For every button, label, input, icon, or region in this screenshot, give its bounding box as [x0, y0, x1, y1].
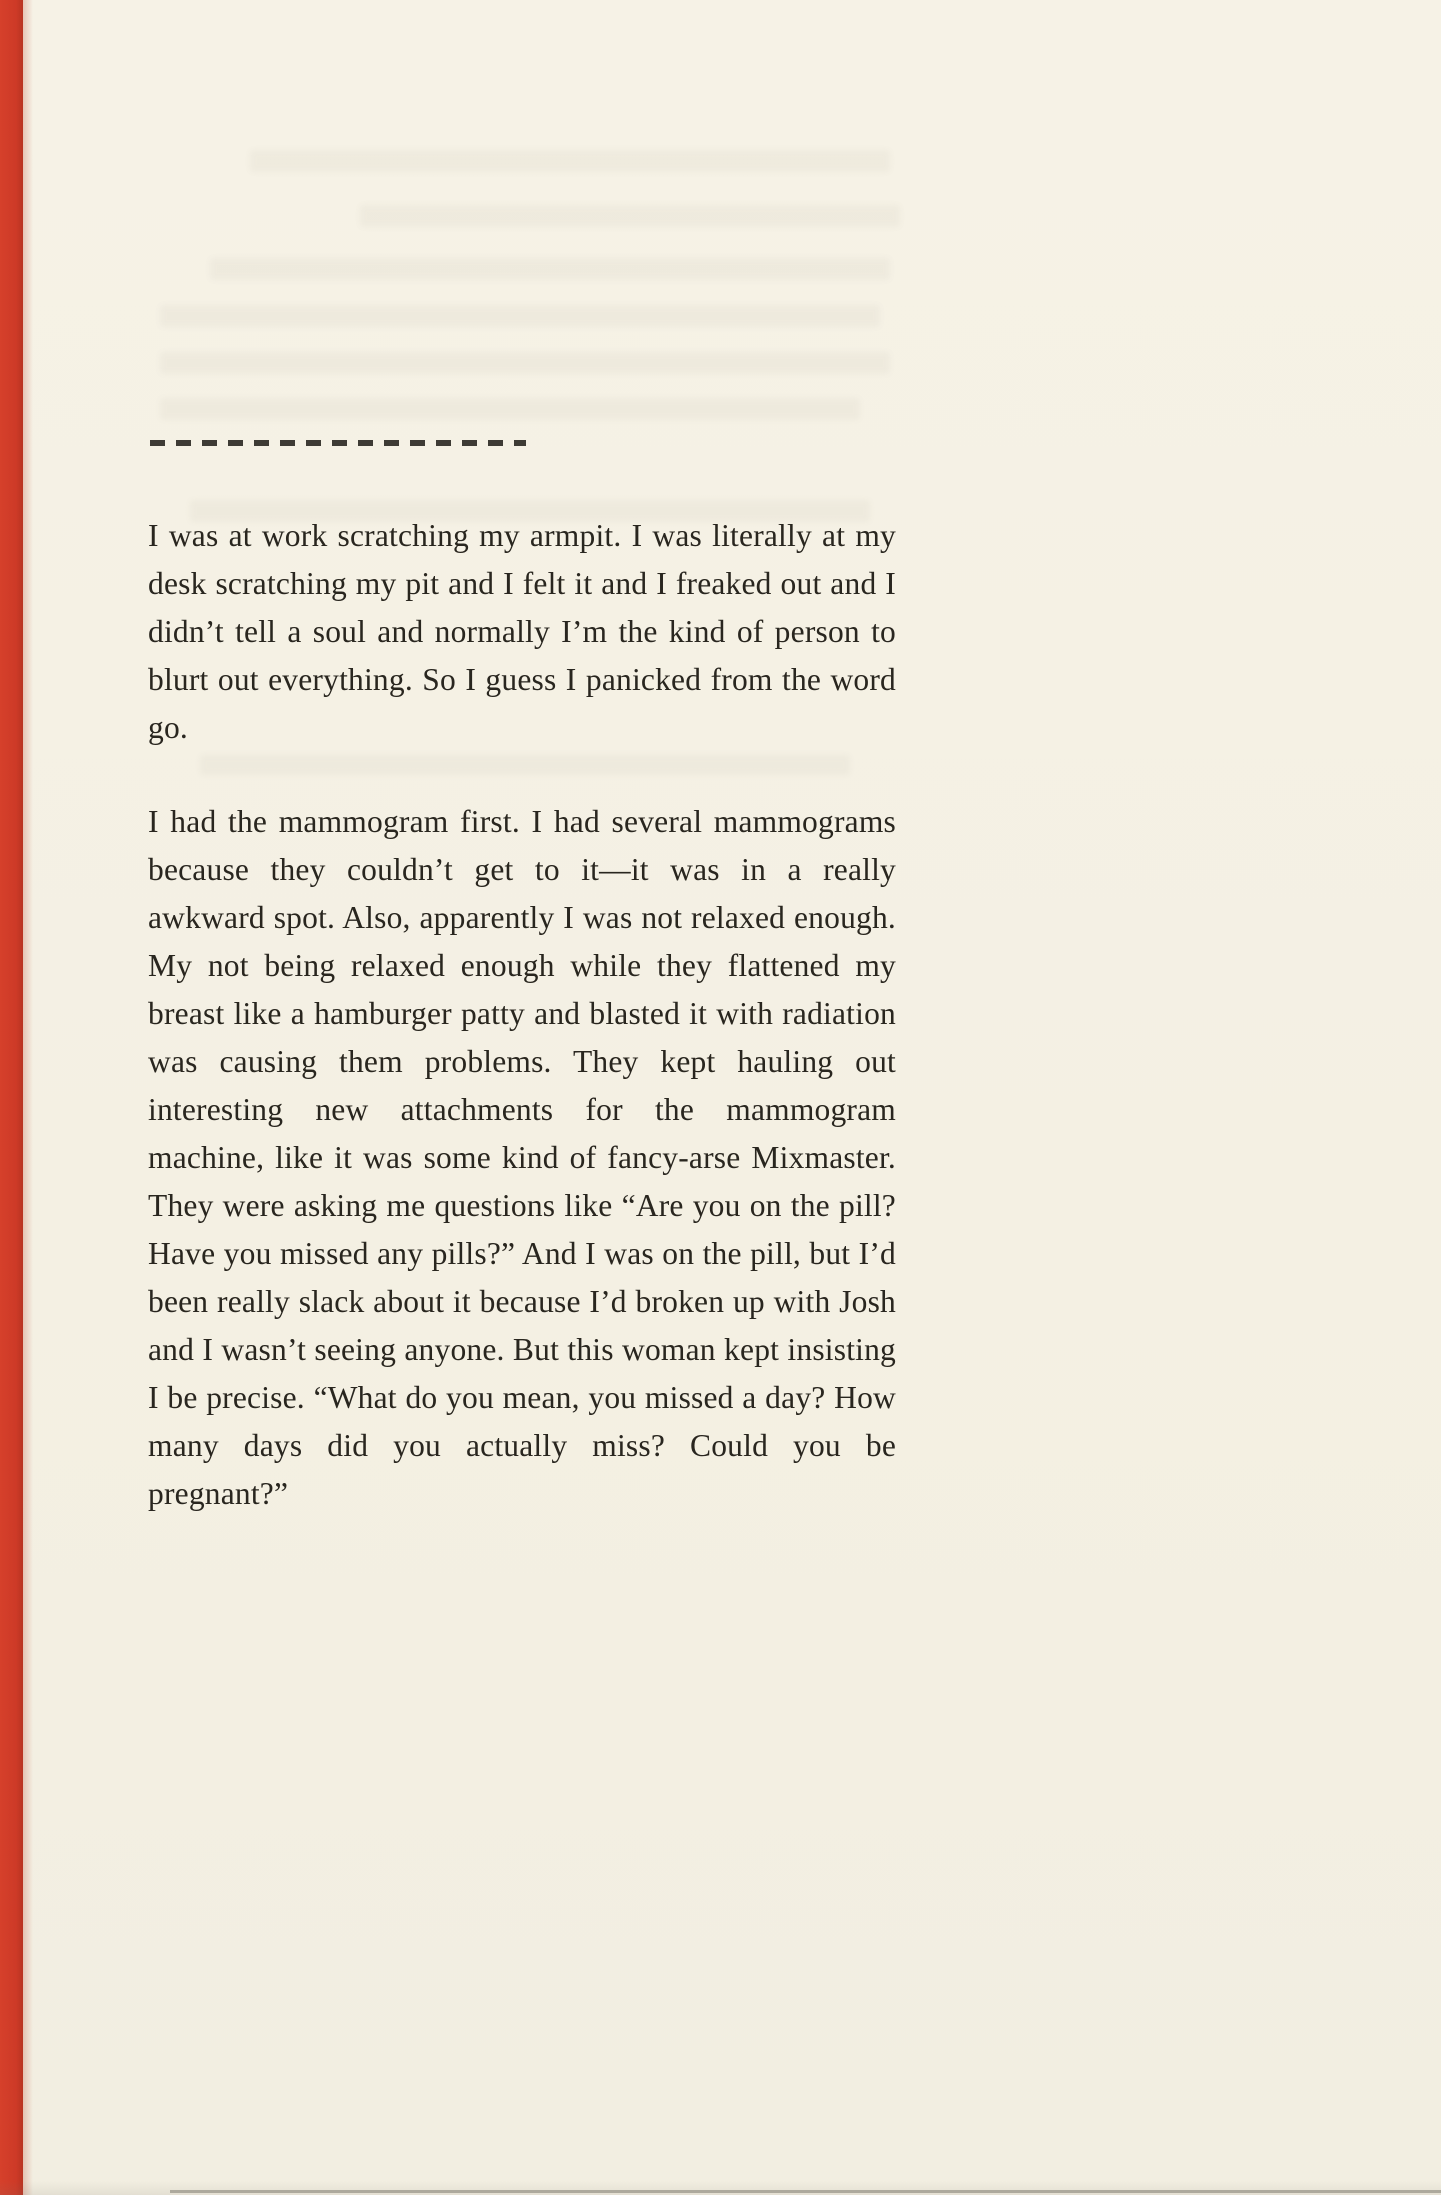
show-through-line: [160, 305, 880, 327]
show-through-line: [160, 352, 890, 374]
scan-bottom-edge: [170, 2190, 1441, 2193]
show-through-line: [250, 150, 890, 172]
page-text-block: [148, 440, 896, 1518]
show-through-line: [360, 205, 900, 227]
show-through-line: [210, 258, 890, 280]
paragraph-1: I was at work scratching my armpit. I was literally at my desk scratching my pit and I felt it and I freaked out and I didn’t tell a soul and normally I’m the kind of person to blurt out everything. So I guess I panicked from the word go.: [148, 518, 896, 745]
body-text: [148, 512, 896, 1518]
show-through-line: [160, 398, 860, 420]
paragraph-2: I had the mammogram first. I had several mammograms because they couldn’t get to it—it was in a really awkward spot. Also, apparently I was not relaxed enough. My not being relaxed enough while they flattened my breast like a hamburger patty and blasted it with radiation was causing them problems. They kept hauling out interesting new attachments for the mammogram machine, like it was some kind of fancy-arse Mixmaster. They were asking me questions like “Are you on the pill? Have you missed any pills?” And I was on the pill, but I’d been really slack about it because I’d broken up with Josh and I wasn’t seeing anyone. But this woman kept insisting I be precise. “What do you mean, you missed a day? How many days did you actually miss? Could you be pregnant?”: [148, 804, 896, 1511]
book-spine-edge: [0, 0, 23, 2195]
book-spine-shadow: [23, 0, 33, 2195]
dashed-separator: [150, 440, 526, 446]
